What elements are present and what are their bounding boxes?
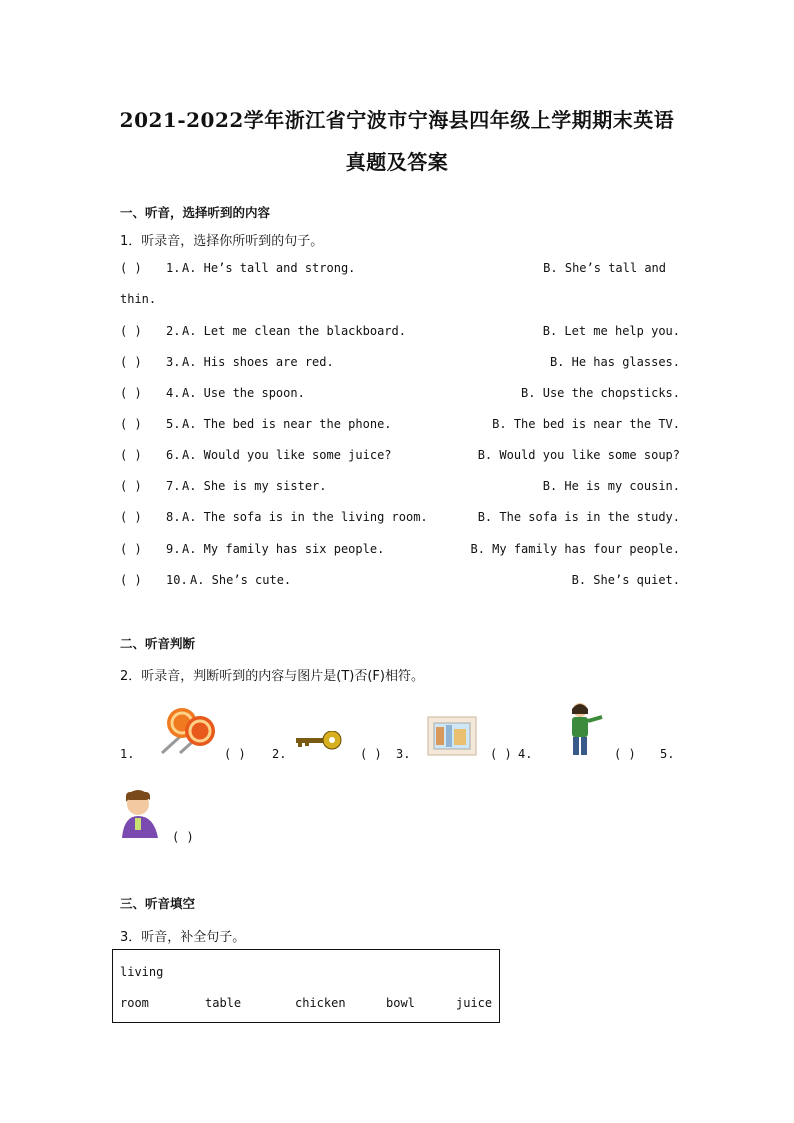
question-number: 8. [166,510,181,524]
page-title-line2: 真题及答案 [345,150,449,174]
picture-label-1: 1. [120,747,135,761]
question-number: 5. [166,417,181,431]
page-title: 2021-2022学年浙江省宁波市宁海县四年级上学期期末英语 [119,108,675,132]
question-number: 1. [166,261,181,275]
answer-blank[interactable]: ( ) [120,448,142,462]
question-row [120,510,680,528]
question-number: 7. [166,479,181,493]
answer-blank[interactable]: ( ) [120,355,142,369]
answer-blank-3[interactable]: ( ) [490,747,512,761]
question-row [120,573,680,591]
option-b-continuation: thin. [120,292,157,306]
section-instruction-1: 1．听录音，选择你所听到的句子。 [120,234,324,249]
answer-blank-4[interactable]: ( ) [614,747,636,761]
window-icon [426,715,478,757]
option-b: B. She’s tall and [543,261,666,275]
question-number: 10. [166,573,188,587]
section-instruction-3: 3．听音，补全句子。 [120,930,246,945]
key-icon [294,731,344,751]
question-number: 6. [166,448,181,462]
question-number: 4. [166,386,181,400]
word-bank-word: room [120,996,149,1010]
answer-blank-2[interactable]: ( ) [360,747,382,761]
section-instruction-2: 2．听录音，判断听到的内容与图片是(T)否(F)相符。 [120,669,424,684]
answer-blank[interactable]: ( ) [120,261,142,275]
lollipop-icon [154,705,220,755]
girl-icon [558,701,608,759]
option-b: B. She’s quiet. [571,573,680,587]
word-bank-box [112,949,500,1023]
answer-blank[interactable]: ( ) [120,573,142,587]
answer-blank[interactable]: ( ) [120,479,142,493]
answer-blank-1[interactable]: ( ) [224,747,246,761]
option-b: B. He is my cousin. [542,479,680,493]
option-b: B. Would you like some soup? [477,448,680,462]
answer-blank-5[interactable]: ( ) [172,830,194,844]
word-bank-word: juice [456,996,493,1010]
word-bank-word: bowl [386,996,415,1010]
picture-row [120,705,680,775]
question-number: 9. [166,542,181,556]
answer-blank[interactable]: ( ) [120,324,142,338]
word-bank-word: table [205,996,242,1010]
word-bank-word: chicken [295,996,346,1010]
option-a: A. The sofa is in the living room. [182,510,428,524]
question-row [120,355,680,373]
question-number: 2. [166,324,181,338]
question-row [120,448,680,466]
answer-blank[interactable]: ( ) [120,417,142,431]
option-a: A. He’s tall and strong. [182,261,356,275]
boy-icon [118,788,166,840]
question-row [120,417,680,435]
option-b: B. He has glasses. [549,355,680,369]
section-heading-2: 二、听音判断 [120,636,196,651]
option-a: A. The bed is near the phone. [182,417,392,431]
answer-blank[interactable]: ( ) [120,386,142,400]
option-a: A. Use the spoon. [182,386,305,400]
picture-label-2: 2. [272,747,287,761]
question-number: 3. [166,355,181,369]
picture-label-3: 3. [396,747,411,761]
option-b: B. The bed is near the TV. [492,417,680,431]
section-heading-1: 一、听音，选择听到的内容 [120,205,271,220]
option-a: A. She is my sister. [182,479,327,493]
option-b: B. My family has four people. [470,542,680,556]
picture-label-4: 4. [518,747,533,761]
section-heading-3: 三、听音填空 [120,896,196,911]
option-a: A. My family has six people. [182,542,385,556]
answer-blank[interactable]: ( ) [120,542,142,556]
word-bank-word: living [120,965,164,979]
question-row [120,386,680,404]
option-a: A. She’s cute. [190,573,292,587]
option-a: A. His shoes are red. [182,355,334,369]
option-b: B. The sofa is in the study. [477,510,680,524]
question-row [120,542,680,560]
question-row [120,324,680,342]
option-b: B. Use the chopsticks. [521,386,680,400]
picture-label-5: 5. [660,747,675,761]
question-row [120,261,680,279]
option-a: A. Would you like some juice? [182,448,392,462]
question-row [120,479,680,497]
option-a: A. Let me clean the blackboard. [182,324,406,338]
answer-blank[interactable]: ( ) [120,510,142,524]
option-b: B. Let me help you. [542,324,680,338]
